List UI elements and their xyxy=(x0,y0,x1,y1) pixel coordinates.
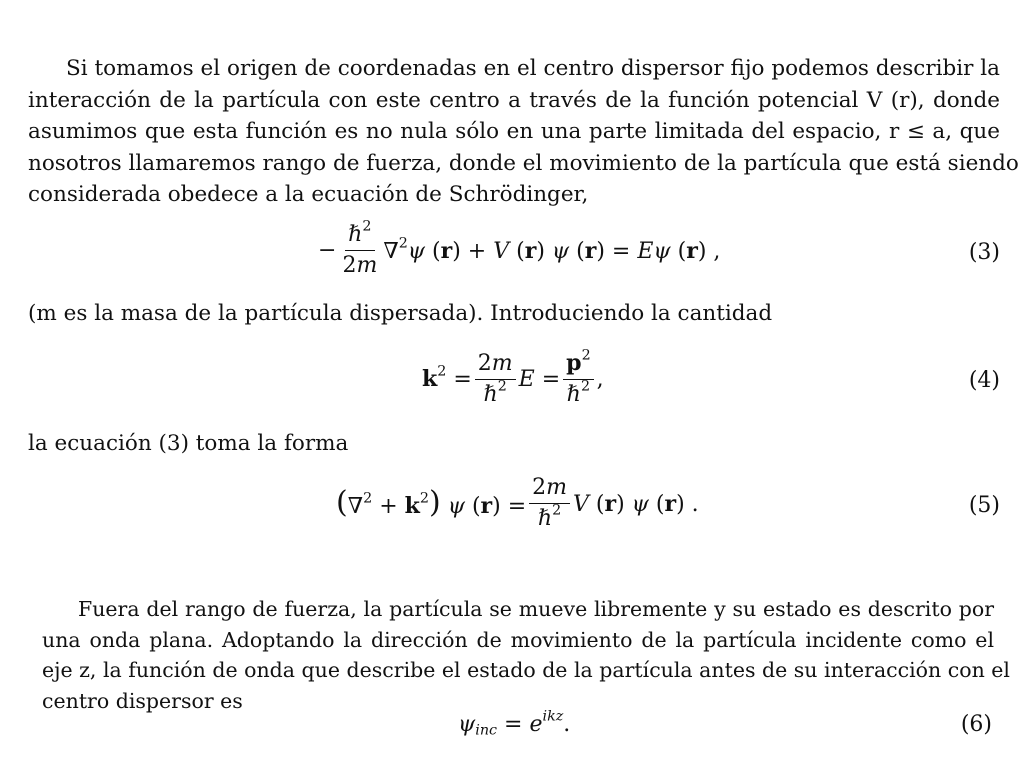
paragraph-1-line-4: nosotros llamaremos rango de fuerza, donde el movimiento de la partícula que está siendo xyxy=(28,150,1019,176)
equation-4-number: (4) xyxy=(968,368,1000,393)
paragraph-2-text: (m es la masa de la partícula dispersada). Introduciendo la cantidad xyxy=(28,301,773,326)
paragraph-4 xyxy=(42,594,1010,716)
paragraph-2 xyxy=(28,298,1000,330)
equation-6-formula: $\psi_{inc} = e^{ikz}$. xyxy=(458,708,571,739)
fraction-hbar2-over-2m: $\frac{\hbar^2}{2m}$ xyxy=(342,218,378,278)
equation-4-formula: $k^2$ = $\frac{2m}{\hbar^2}$ E = $\frac{p^2}{\hbar^2}$ , xyxy=(422,347,604,407)
paragraph-4-line-2: una onda plana. Adoptando la dirección de movimiento de la partícula incidente como el xyxy=(42,627,994,652)
paragraph-1-line-2: interacción de la partícula con este centro a través de la función potencial V (r), donde xyxy=(28,87,1000,113)
paragraph-4-line-3: eje z, la función de onda que describe el estado de la partícula antes de su interacción con el xyxy=(42,658,1010,682)
equation-6 xyxy=(0,710,1024,746)
equation-5-formula: $(\nabla^2 + k^2)$ ψ (r) = $\frac{2m}{\hbar^2}$ V (r) ψ (r) . xyxy=(336,475,699,531)
equation-5 xyxy=(0,475,1024,539)
fraction-2m-over-hbar2: $\frac{2m}{\hbar^2}$ xyxy=(475,351,516,408)
paragraph-1-line-1: Si tomamos el origen de coordenadas en el centro dispersor fijo podemos describir la xyxy=(66,56,1000,81)
fraction-2m-over-hbar2-b: $\frac{2m}{\hbar^2}$ xyxy=(529,475,570,532)
paragraph-3 xyxy=(28,428,1000,460)
paragraph-4-line-1: Fuera del rango de fuerza, la partícula se mueve libremente y su estado es descrito por xyxy=(78,597,994,621)
equation-3-formula: − $\frac{\hbar^2}{2m}$ ∇$^2$ψ (r) + V (r) ψ (r) = Eψ (r) , xyxy=(318,218,721,278)
paragraph-3-text: la ecuación (3) toma la forma xyxy=(28,431,349,456)
equation-3-number: (3) xyxy=(968,240,1000,265)
equation-5-number: (5) xyxy=(968,493,1000,518)
equation-4 xyxy=(0,347,1024,414)
paragraph-4-line-4: centro dispersor es xyxy=(42,688,243,713)
paragraph-1-line-5: considerada obedece a la ecuación de Schrödinger, xyxy=(28,182,589,207)
equation-3 xyxy=(0,218,1024,286)
equation-6-number: (6) xyxy=(960,712,992,737)
paragraph-1 xyxy=(28,53,1019,211)
fraction-p2-over-hbar2: $\frac{p^2}{\hbar^2}$ xyxy=(563,350,594,408)
paragraph-1-line-3: asumimos que esta función es no nula sólo en una parte limitada del espacio, r ≤ a, que xyxy=(28,119,1000,144)
